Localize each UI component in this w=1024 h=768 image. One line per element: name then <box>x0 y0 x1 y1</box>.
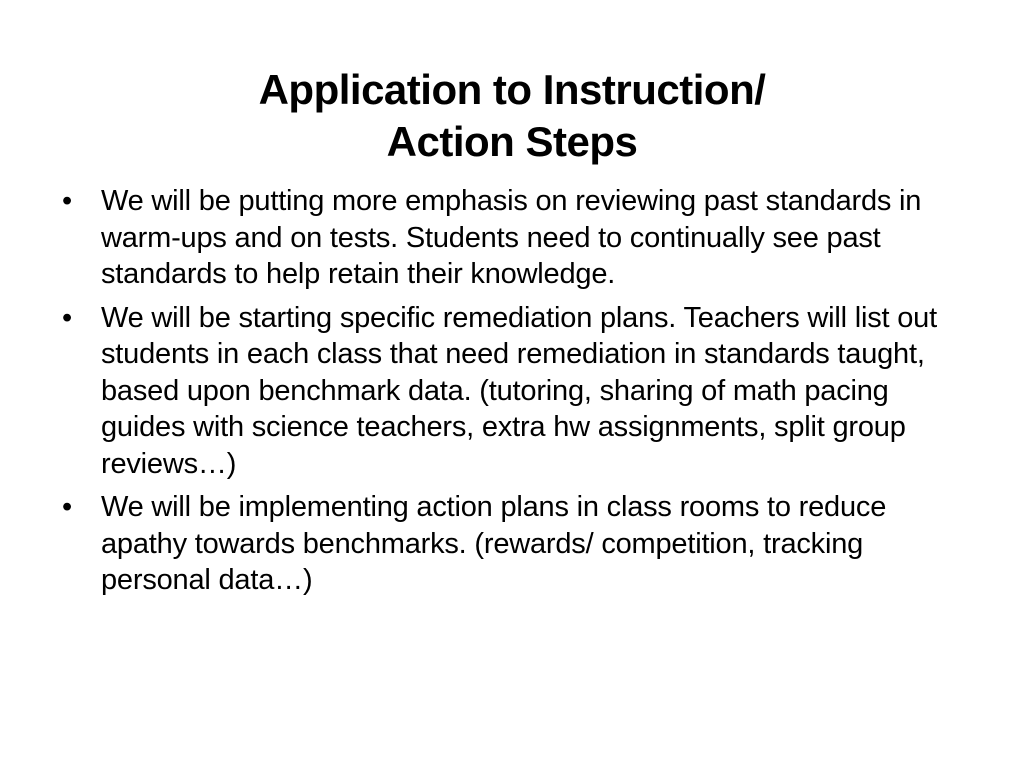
bullet-text: We will be starting specific remediation plans. Teachers will list out students in each class that need remediation in standards taught, based upon benchmark data. (tutoring, sharing of math pacing guides with science teachers, extra hw assignments, split group reviews…) <box>101 301 937 480</box>
bullet-icon: • <box>62 301 72 334</box>
slide-title <box>60 64 964 168</box>
bullet-text: We will be putting more emphasis on reviewing past standards in warm-ups and on tests. Students need to continually see past standards to help retain their knowledge. <box>101 185 922 290</box>
bullet-item-2 <box>62 300 972 483</box>
title-line-2: Action Steps <box>386 118 638 166</box>
bullet-item-1 <box>62 183 972 293</box>
bullet-list <box>62 183 972 599</box>
bullet-text: We will be implementing action plans in class rooms to reduce apathy towards benchmarks. (rewards/ competition, tracking personal data…) <box>101 491 887 596</box>
title-line-1: Application to Instruction/ <box>258 66 766 114</box>
bullet-icon: • <box>62 185 72 217</box>
slide-body <box>62 183 972 606</box>
bullet-item-3 <box>62 489 972 599</box>
bullet-icon: • <box>62 491 72 523</box>
